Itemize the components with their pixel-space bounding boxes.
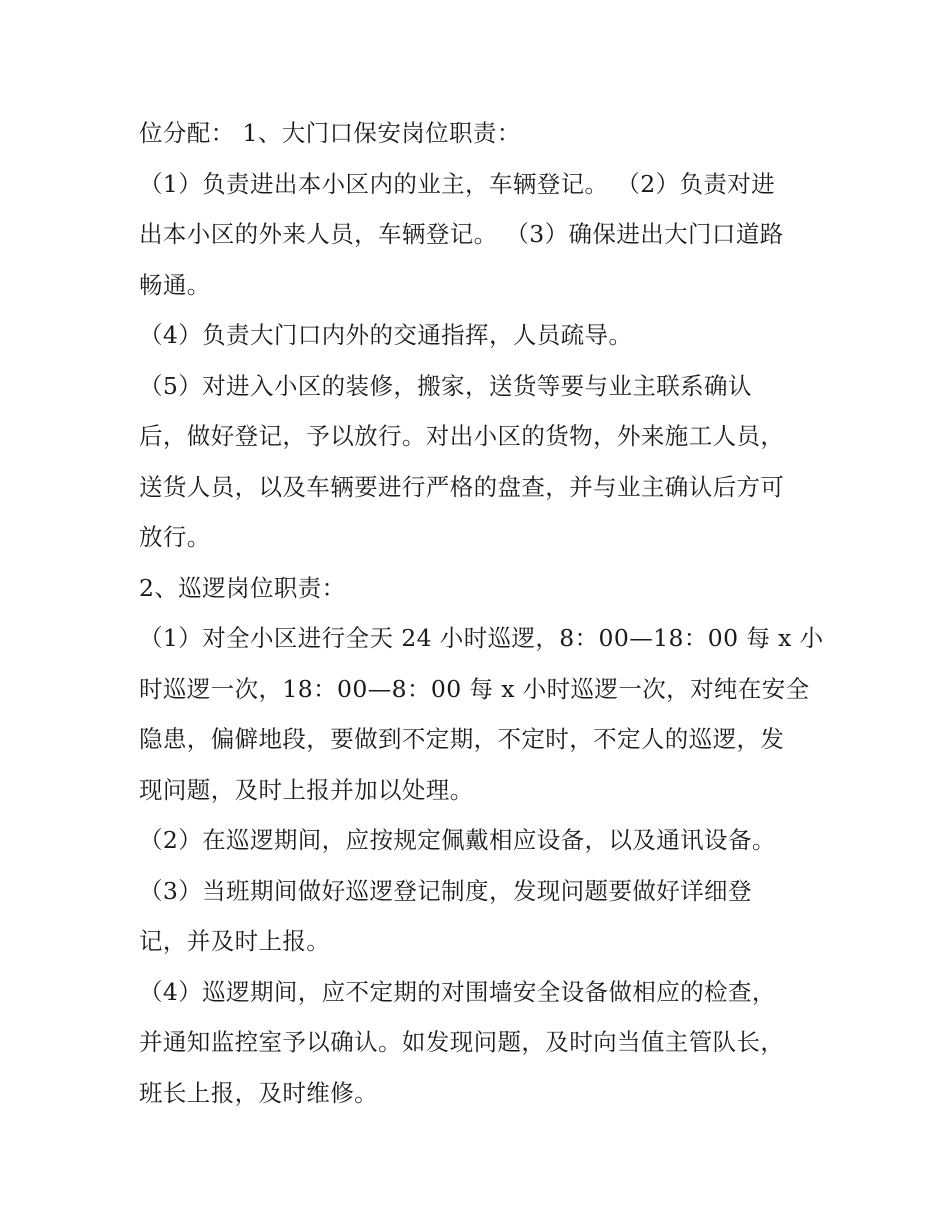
text-line: （1）负责进出本小区内的业主，车辆登记。 （2）负责对进	[139, 169, 776, 198]
section-heading: 2、巡逻岗位职责：	[139, 573, 346, 602]
text-line: 送货人员，以及车辆要进行严格的盘查，并与业主确认后方可	[139, 472, 785, 501]
text-line: （5）对进入小区的装修，搬家，送货等要与业主联系确认	[139, 371, 752, 400]
text-line: （3）当班期间做好巡逻登记制度，发现问题要做好详细登	[139, 876, 752, 905]
text-line: （4）负责大门口内外的交通指挥，人员疏导。	[139, 321, 633, 349]
text-line: 放行。	[139, 523, 211, 551]
text-line: 畅通。	[139, 270, 211, 299]
text-line: 并通知监控室予以确认。如发现问题，及时向当值主管队长，	[139, 1028, 785, 1056]
text-line: 位分配： 1、大门口保安岗位职责：	[139, 119, 521, 147]
text-line: 班长上报，及时维修。	[139, 1078, 378, 1107]
text-line: 记，并及时上报。	[139, 927, 331, 955]
text-line: （1）对全小区进行全天 24 小时巡逻，8：00—18：00 每 x 小	[139, 624, 824, 652]
text-line: 后，做好登记，予以放行。对出小区的货物，外来施工人员，	[139, 422, 785, 450]
text-line: （2）在巡逻期间，应按规定佩戴相应设备，以及通讯设备。	[139, 826, 776, 854]
text-line: 时巡逻一次，18：00—8：00 每 x 小时巡逻一次，对纯在安全	[139, 674, 810, 703]
document-body	[139, 108, 824, 1118]
text-line: 隐患，偏僻地段，要做到不定期，不定时，不定人的巡逻，发	[139, 725, 785, 753]
text-line: （4）巡逻期间，应不定期的对围墙安全设备做相应的检查，	[139, 977, 776, 1006]
text-line: 现问题，及时上报并加以处理。	[139, 775, 474, 804]
text-line: 出本小区的外来人员，车辆登记。 （3）确保进出大门口道路	[139, 220, 784, 248]
